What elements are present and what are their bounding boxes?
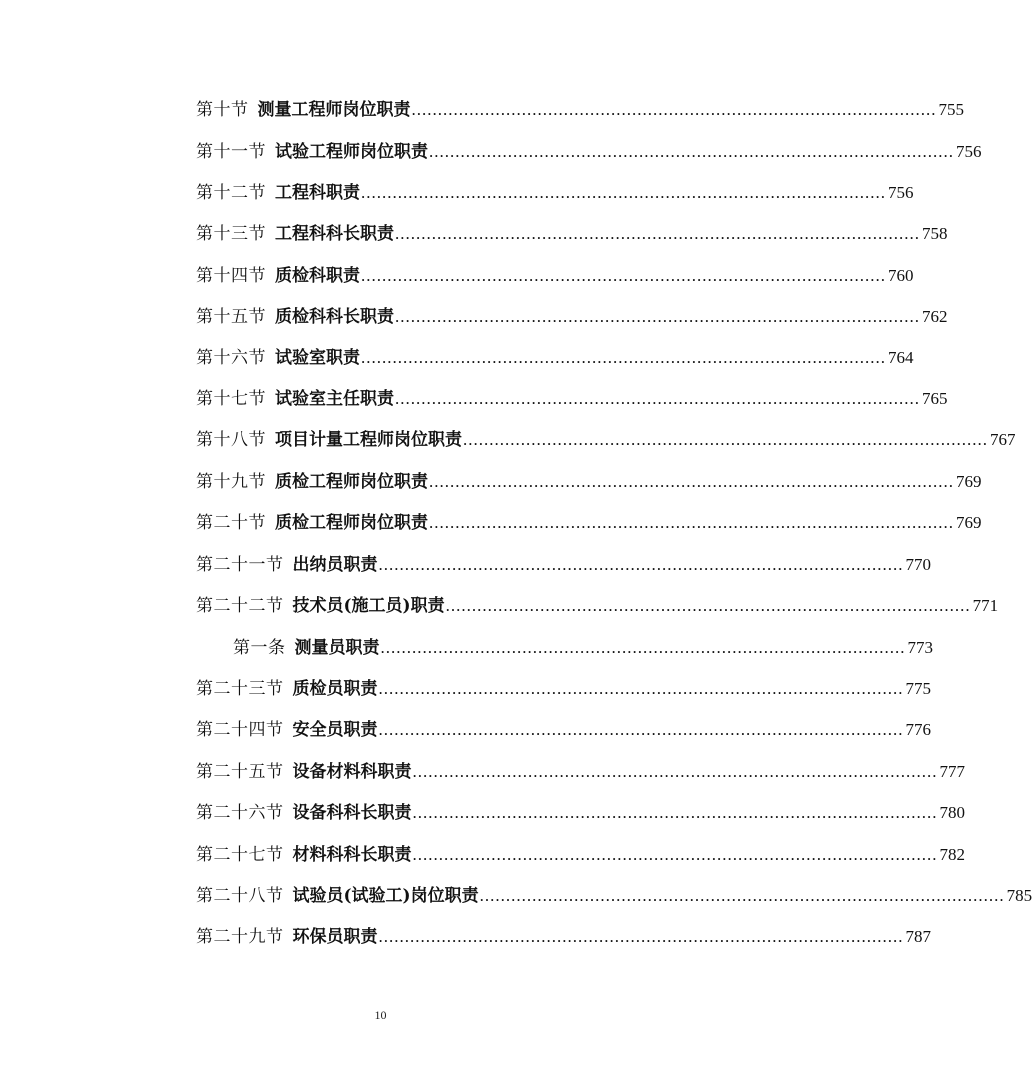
page-reference: 785 — [1006, 886, 1032, 905]
toc-entry[interactable] — [196, 385, 948, 413]
page-reference: 780 — [939, 803, 965, 822]
page-reference: 760 — [888, 266, 914, 285]
section-title: 测量工程师岗位职责 — [257, 100, 411, 120]
dot-leader: .................................................................................................... — [395, 224, 920, 243]
section-title: 设备科科长职责 — [292, 803, 412, 823]
page-reference: 769 — [956, 472, 982, 491]
toc-entry[interactable] — [196, 592, 999, 620]
dot-leader: .................................................................................................... — [378, 927, 904, 946]
toc-entry[interactable] — [196, 344, 914, 372]
section-title: 质检科职责 — [275, 266, 360, 286]
section-number: 第二十一节 — [196, 555, 284, 575]
section-title: 试验员(试验工)岗位职责 — [292, 886, 479, 906]
page-reference: 777 — [939, 762, 965, 781]
dot-leader: .................................................................................................... — [479, 886, 1005, 905]
section-number: 第二十八节 — [196, 886, 284, 906]
toc-entry[interactable] — [196, 468, 982, 496]
page-reference: 756 — [956, 142, 982, 161]
section-number: 第二十六节 — [196, 803, 284, 823]
section-number: 第十三节 — [196, 224, 266, 244]
toc-subentry[interactable] — [233, 634, 933, 662]
toc-entry[interactable] — [196, 220, 948, 248]
toc-entry[interactable] — [196, 303, 948, 331]
section-number: 第二十五节 — [196, 762, 284, 782]
section-title: 质检工程师岗位职责 — [275, 513, 428, 533]
toc-entry[interactable] — [196, 179, 914, 207]
section-title: 材料科科长职责 — [292, 845, 412, 865]
dot-leader: .................................................................................................... — [378, 720, 904, 739]
section-number: 第二十二节 — [196, 596, 284, 616]
dot-leader: .................................................................................................... — [361, 266, 886, 285]
section-number: 第十七节 — [196, 389, 266, 409]
page-reference: 767 — [990, 430, 1016, 449]
dot-leader: .................................................................................................... — [412, 762, 938, 781]
page-reference: 769 — [956, 513, 982, 532]
dot-leader: .................................................................................................... — [361, 183, 886, 202]
dot-leader: .................................................................................................... — [463, 430, 988, 449]
toc-entry[interactable] — [196, 799, 965, 827]
section-number: 第十六节 — [196, 348, 266, 368]
section-title: 环保员职责 — [292, 927, 378, 947]
dot-leader: .................................................................................................... — [378, 555, 904, 574]
dot-leader: .................................................................................................... — [361, 348, 886, 367]
page-reference: 782 — [939, 845, 965, 864]
page-reference: 771 — [972, 596, 999, 615]
section-title: 出纳员职责 — [292, 555, 378, 575]
section-title: 安全员职责 — [292, 720, 378, 740]
section-title: 项目计量工程师岗位职责 — [275, 430, 462, 450]
toc-entry[interactable] — [196, 841, 965, 869]
section-title: 试验室职责 — [275, 348, 360, 368]
dot-leader: .................................................................................................... — [411, 100, 937, 119]
section-title: 技术员(施工员)职责 — [292, 596, 445, 616]
page-reference: 775 — [905, 679, 931, 698]
dot-leader: .................................................................................................... — [395, 307, 920, 326]
section-title: 设备材料科职责 — [292, 762, 412, 782]
section-title: 质检科科长职责 — [275, 307, 394, 327]
page-reference: 762 — [922, 307, 948, 326]
section-title: 工程科科长职责 — [275, 224, 394, 244]
section-title: 试验室主任职责 — [275, 389, 394, 409]
section-number: 第二十节 — [196, 513, 266, 533]
section-number: 第十四节 — [196, 266, 266, 286]
toc-entry[interactable] — [196, 551, 931, 579]
toc-entry[interactable] — [196, 716, 931, 744]
section-number: 第二十七节 — [196, 845, 284, 865]
section-title: 试验工程师岗位职责 — [275, 142, 428, 162]
page-reference: 764 — [888, 348, 914, 367]
dot-leader: .................................................................................................... — [412, 803, 938, 822]
section-title: 测量员职责 — [294, 638, 380, 658]
section-title: 质检员职责 — [292, 679, 378, 699]
page-reference: 765 — [922, 389, 948, 408]
article-number: 第一条 — [233, 638, 286, 658]
toc-entry[interactable] — [196, 675, 931, 703]
dot-leader: .................................................................................................... — [380, 638, 906, 657]
toc-entry[interactable] — [196, 262, 914, 290]
dot-leader: .................................................................................................... — [412, 845, 938, 864]
page-reference: 776 — [905, 720, 931, 739]
toc-entry[interactable] — [196, 138, 982, 166]
page-reference: 755 — [938, 100, 964, 119]
section-number: 第二十四节 — [196, 720, 284, 740]
section-number: 第十二节 — [196, 183, 266, 203]
dot-leader: .................................................................................................... — [378, 679, 904, 698]
section-number: 第十九节 — [196, 472, 266, 492]
dot-leader: .................................................................................................... — [429, 513, 954, 532]
page-reference: 787 — [905, 927, 931, 946]
dot-leader: .................................................................................................... — [395, 389, 920, 408]
page-footer-number: 10 — [374, 1008, 387, 1022]
section-number: 第二十三节 — [196, 679, 284, 699]
dot-leader: .................................................................................................... — [445, 596, 971, 615]
toc-entry[interactable] — [196, 923, 931, 951]
dot-leader: .................................................................................................... — [429, 142, 954, 161]
toc-entry[interactable] — [196, 426, 1016, 454]
section-title: 工程科职责 — [275, 183, 360, 203]
toc-entry[interactable] — [196, 882, 1032, 910]
dot-leader: .................................................................................................... — [429, 472, 954, 491]
toc-entry[interactable] — [196, 509, 982, 537]
section-number: 第十五节 — [196, 307, 266, 327]
page-reference: 770 — [905, 555, 931, 574]
section-number: 第十八节 — [196, 430, 266, 450]
toc-entry[interactable] — [196, 758, 965, 786]
section-number: 第十一节 — [196, 142, 266, 162]
page-reference: 758 — [922, 224, 948, 243]
section-number: 第二十九节 — [196, 927, 284, 947]
section-title: 质检工程师岗位职责 — [275, 472, 428, 492]
toc-entry[interactable] — [196, 96, 964, 124]
page-reference: 756 — [888, 183, 914, 202]
page-reference: 773 — [907, 638, 933, 657]
section-number: 第十节 — [196, 100, 249, 120]
